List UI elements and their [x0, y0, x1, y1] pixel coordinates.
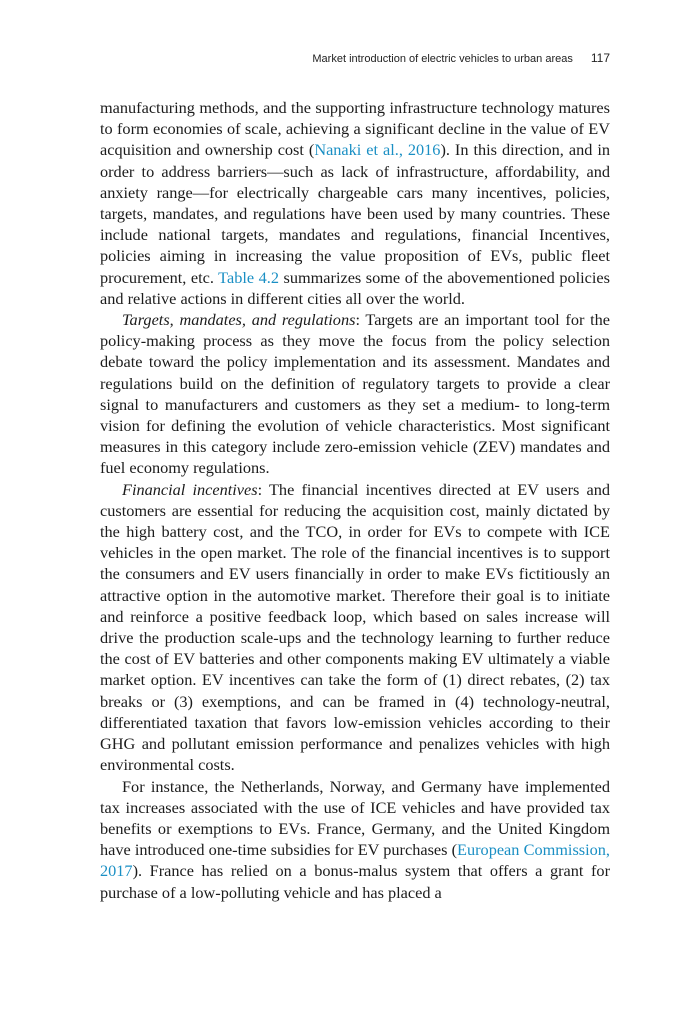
- paragraph-heading: Financial incentives: [122, 479, 258, 499]
- running-title: Market introduction of electric vehicles to urban areas: [312, 53, 573, 65]
- reference-link[interactable]: Table 4.2: [218, 267, 279, 287]
- paragraph: [100, 776, 610, 903]
- paragraph: [100, 309, 610, 479]
- paragraph-text: ). In this direction, and in order to address barriers—such as lack of infrastructure, affordability, and anxiety range—for electrically chargeable cars many incentives, policies, targets, mandates, and regulations have been used by many countries. These include national targets, mandates and regulations, financial Incentives, policies aiming in increasing the value proposition of EVs, public fleet procurement, etc.: [100, 140, 610, 287]
- paragraph: [100, 97, 610, 309]
- paragraph-text: : Targets are an important tool for the policy-making process as they move the focus from the policy selection debate toward the policy implementation and its assessment. Mandates and regulations build on the definition of regulatory targets to provide a clear signal to manufacturers and customers as they set a medium- to long-term vision for defining the evolution of vehicle characteristics. Most significant measures in this category include zero-emission vehicle (ZEV) mandates and fuel economy regulations.: [100, 310, 611, 478]
- paragraph-text: ). France has relied on a bonus-malus system that offers a grant for purchase of a low-polluting vehicle and has placed a: [100, 861, 610, 902]
- reference-link[interactable]: Nanaki et al., 2016: [314, 140, 441, 160]
- paragraph-heading: Targets, mandates, and regulations: [122, 310, 356, 330]
- paragraph-text: For instance, the Netherlands, Norway, and Germany have implemented tax increases associated with the use of ICE vehicles and have provided tax benefits or exemptions to EVs. France, Germany, and the United Kingdom have introduced one-time subsidies for EV purchases (: [100, 776, 610, 860]
- paragraph-text: manufacturing methods, and the supporting infrastructure technology matures to form economies of scale, achieving a significant decline in the value of EV acquisition and ownership cost (: [100, 98, 610, 160]
- body-text: [100, 97, 610, 903]
- paragraph-text: : The financial incentives directed at EV users and customers are essential for reducing the acquisition cost, mainly dictated by the high battery cost, and the TCO, in order for EVs to compete with ICE vehicles in the open market. The role of the financial incentives is to support the consumers and EV users financially in order to make EVs fictitiously an attractive option in the automotive market. Therefore their goal is to initiate and reinforce a positive feedback loop, which based on sales increase will drive the production scale-ups and the technology learning to further reduce the cost of EV batteries and other components making EV ultimately a viable market option. EV incentives can take the form of (1) direct rebates, (2) tax breaks or (3) exemptions, and can be framed in (4) technology-neutral, differentiated taxation that favors low-emission vehicles according to their GHG and pollutant emission performance and penalizes vehicles with high environmental costs.: [100, 479, 611, 775]
- paragraph-text: summarizes some of the abovementioned policies and relative actions in different cities all over the world.: [100, 267, 610, 308]
- running-header: [100, 50, 610, 67]
- reference-link[interactable]: European Commission, 2017: [100, 840, 610, 881]
- paragraph: [100, 479, 610, 776]
- page-number: 117: [590, 51, 610, 65]
